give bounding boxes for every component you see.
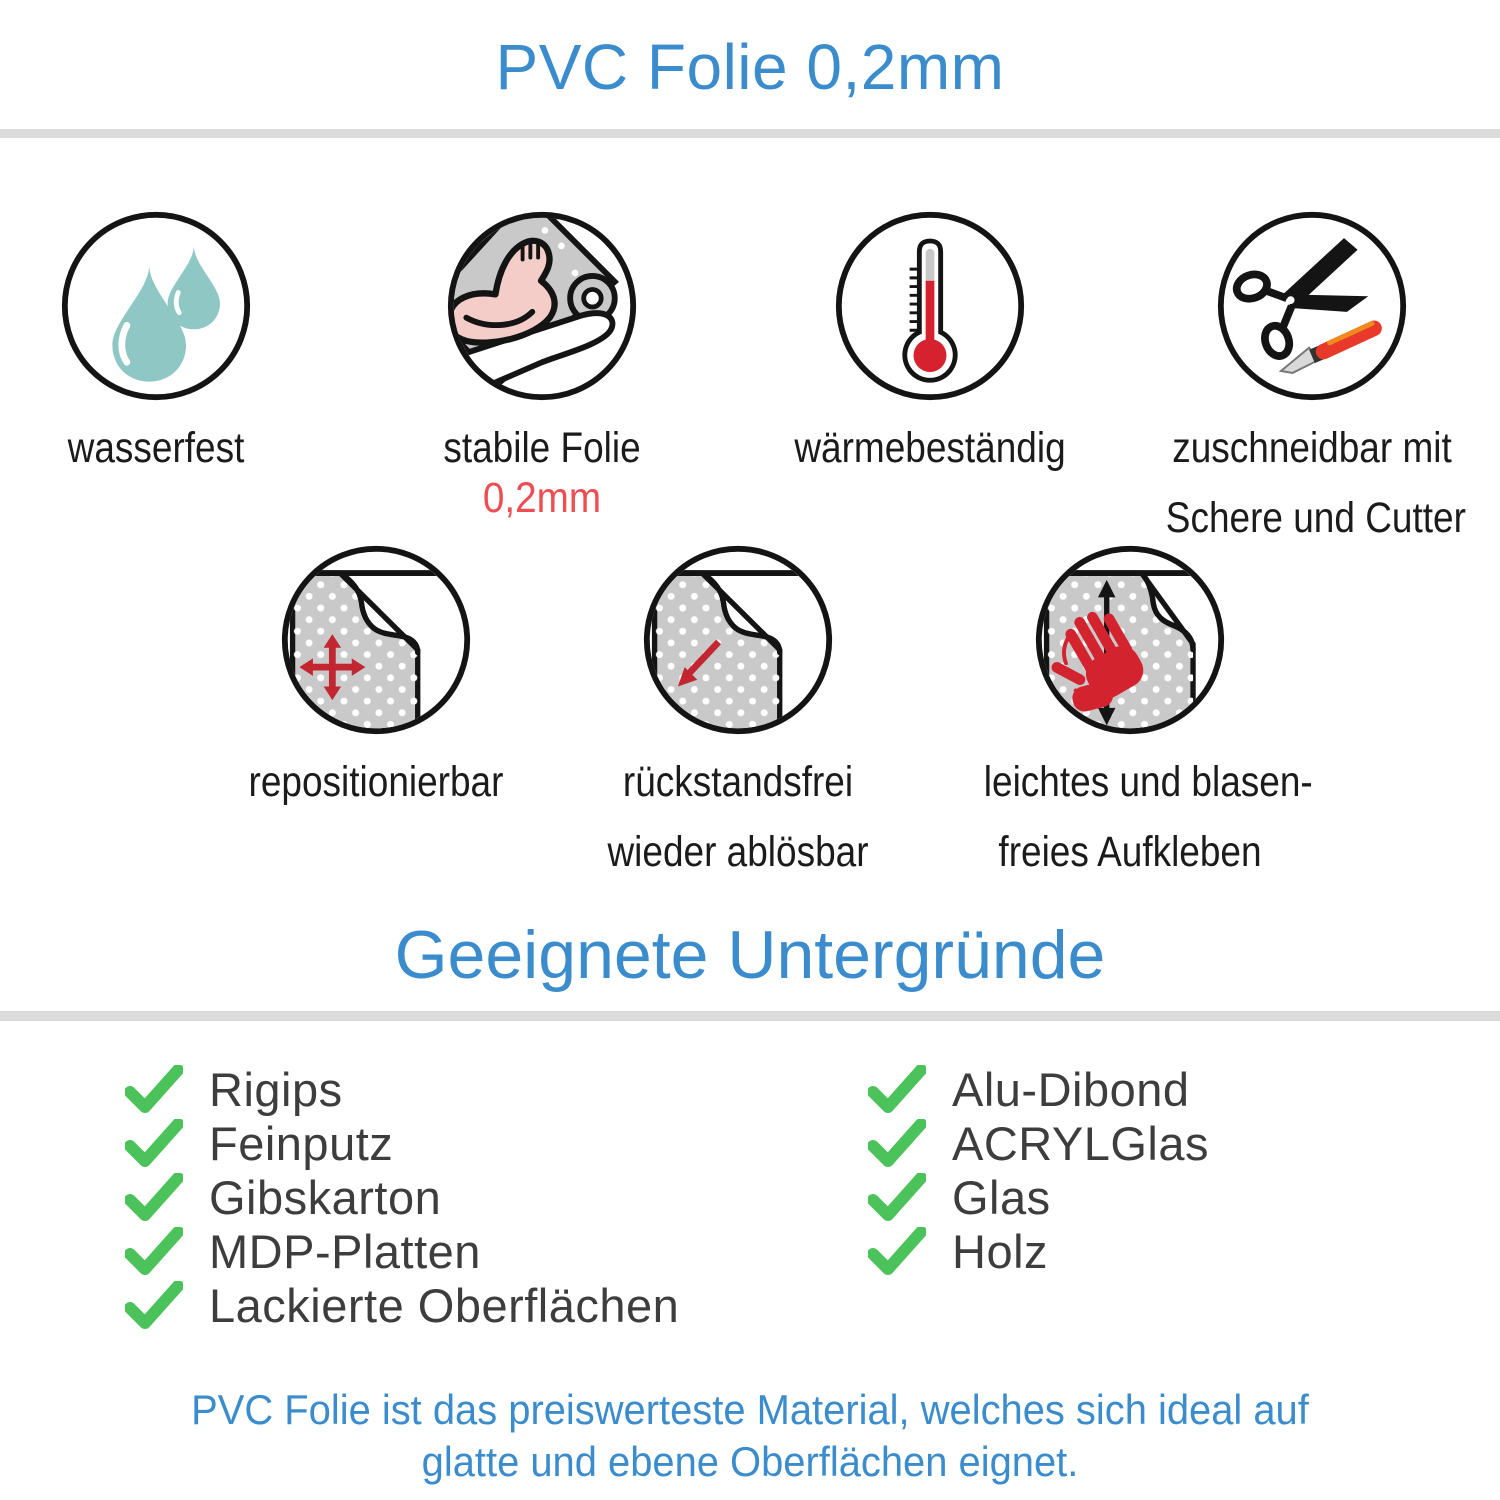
feature-waermebestaendig [760,209,1100,473]
check-icon [868,1119,926,1167]
substrate-label: ACRYLGlas [952,1116,1210,1170]
substrate-item [125,1278,679,1332]
feature-label: rückstandsfrei [622,758,854,806]
muscle-foil-icon [445,209,639,403]
substrate-label: Feinputz [209,1116,394,1170]
substrate-item [868,1062,1209,1116]
check-icon [868,1065,926,1113]
divider [0,1011,1500,1021]
peel-off-foil-icon [641,543,835,737]
feature-sublabel: 0,2mm [482,474,602,522]
substrate-list-right [868,1062,1209,1278]
check-icon [125,1227,183,1275]
substrate-label: Gibskarton [209,1170,442,1224]
substrate-label: Alu-Dibond [952,1062,1190,1116]
check-icon [125,1065,183,1113]
substrate-item [125,1170,679,1224]
feature-label: wärmebeständig [794,424,1066,472]
substrate-item [868,1224,1209,1278]
feature-wasserfest [0,209,326,473]
footer-line-1: PVC Folie ist das preiswerteste Material, welches sich ideal auf [191,1386,1309,1433]
feature-label: Schere und Cutter [1165,494,1466,542]
page-title: PVC Folie 0,2mm [495,31,1005,103]
feature-label: leichtes und blasen- [983,758,1313,806]
substrate-label: Lackierte Oberflächen [209,1278,680,1332]
feature-label: freies Aufkleben [998,828,1262,876]
divider [0,129,1500,138]
footer-note [38,1384,1463,1488]
substrate-label: Holz [952,1224,1049,1278]
water-drops-icon [59,209,253,403]
substrate-label: Glas [952,1170,1051,1224]
check-icon [125,1119,183,1167]
feature-label: zuschneidbar mit [1172,424,1452,472]
feature-stabile-folie [372,209,712,523]
footer-line-2: glatte und ebene Oberflächen eignet. [421,1438,1079,1485]
reposition-foil-icon [279,543,473,737]
substrates-heading: Geeignete Untergründe [394,917,1106,993]
feature-label: wasserfest [67,424,245,472]
substrate-item [868,1116,1209,1170]
feature-label: wieder ablösbar [607,828,869,876]
feature-repositionierbar [206,543,546,807]
thermometer-icon [833,209,1027,403]
substrate-label: Rigips [209,1062,343,1116]
feature-leichtes-aufkleben [960,543,1313,877]
substrate-item [125,1116,679,1170]
substrate-list-left [125,1062,679,1332]
substrate-item [125,1224,679,1278]
feature-label: repositionierbar [248,758,504,806]
substrate-item [125,1062,679,1116]
check-icon [868,1173,926,1221]
feature-label: stabile Folie [443,424,641,472]
scissors-cutter-icon [1215,209,1409,403]
check-icon [125,1281,183,1329]
check-icon [125,1173,183,1221]
check-icon [868,1227,926,1275]
substrate-label: MDP-Platten [209,1224,481,1278]
feature-zuschneidbar [1142,209,1482,543]
substrate-item [868,1170,1209,1224]
feature-rueckstandsfrei [568,543,908,877]
hand-smoothing-icon [1033,543,1227,737]
